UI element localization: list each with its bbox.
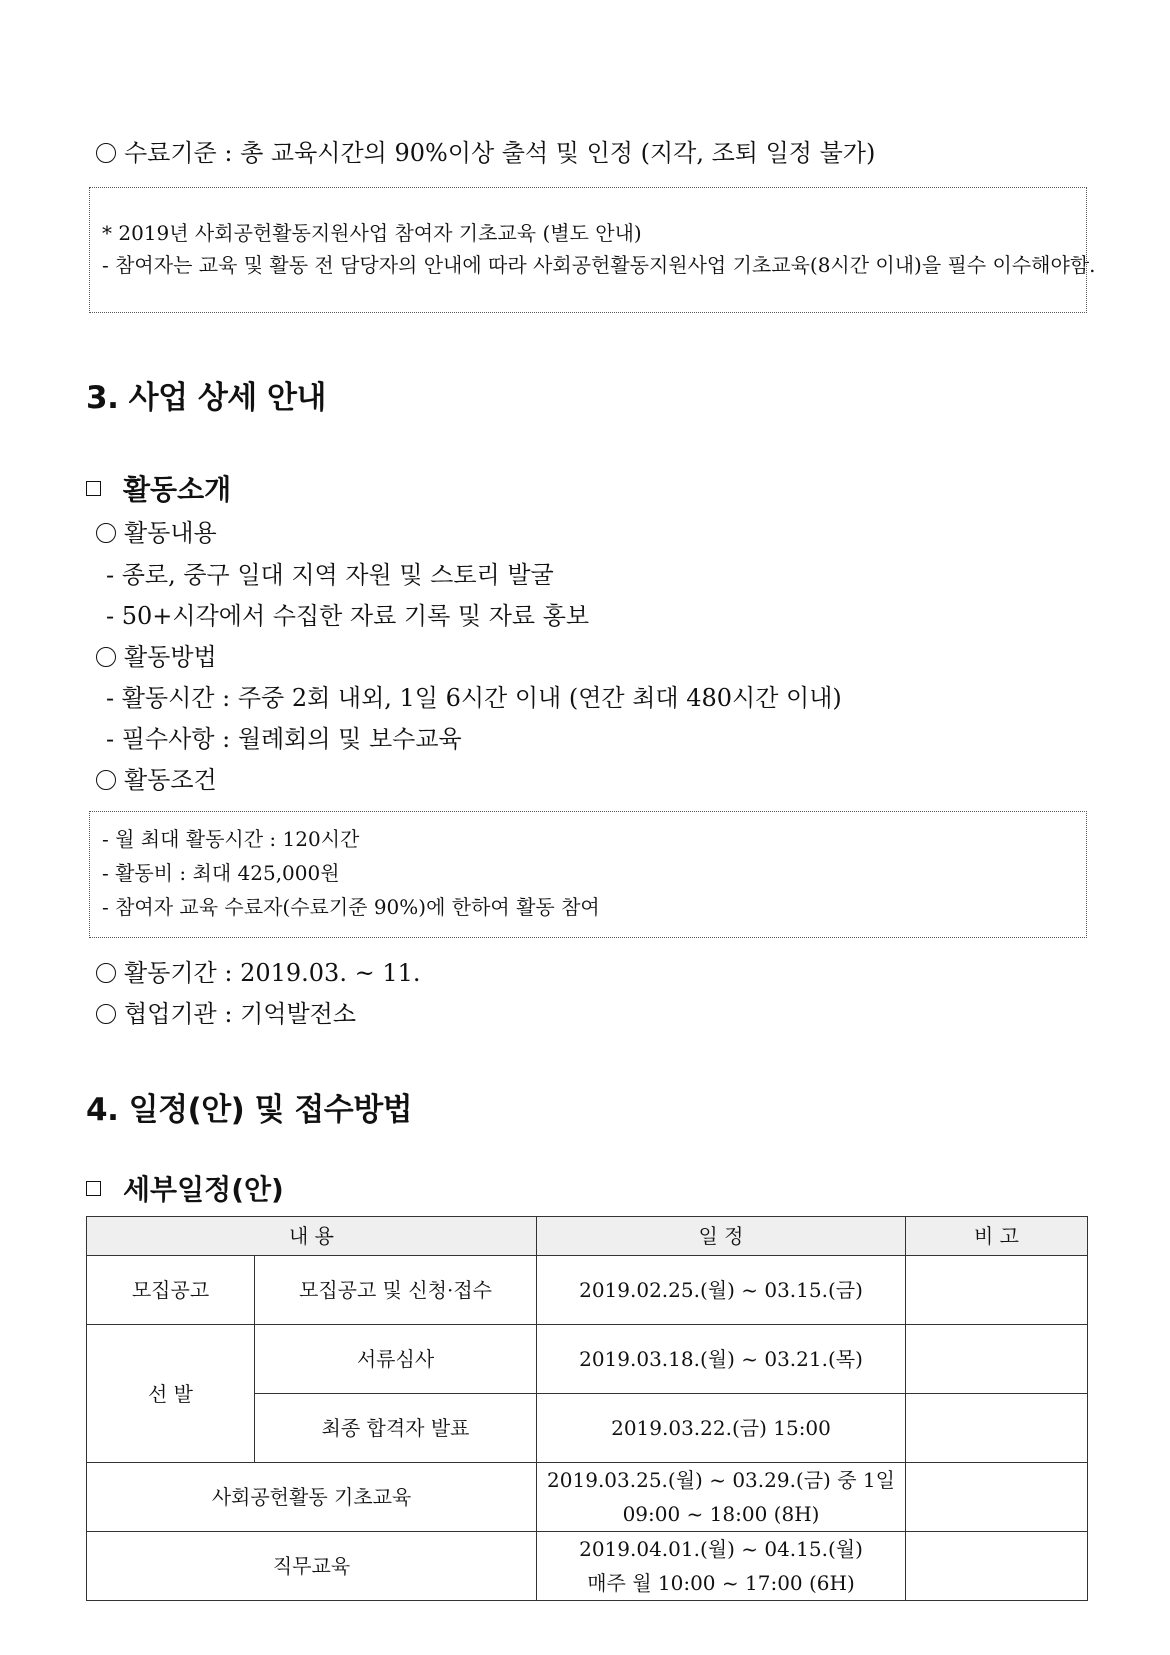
row-category: 모집공고 — [87, 1256, 255, 1325]
content-label: 활동내용 — [96, 518, 217, 548]
condition-line: - 월 최대 활동시간 : 120시간 — [102, 827, 360, 851]
row-item: 사회공헌활동 기초교육 — [87, 1463, 537, 1532]
activity-period: 활동기간 : 2019.03. ~ 11. — [96, 958, 421, 988]
square-bullet-icon — [86, 481, 101, 496]
row-date — [537, 1532, 906, 1601]
circle-bullet-icon — [96, 963, 116, 983]
circle-bullet-icon — [96, 1004, 116, 1024]
schedule-heading: 세부일정(안) — [86, 1168, 284, 1208]
table-row — [87, 1256, 1088, 1325]
row-date-line: 매주 월 10:00 ~ 17:00 (6H) — [587, 1571, 855, 1595]
table-row — [87, 1325, 1088, 1394]
circle-bullet-icon — [96, 523, 116, 543]
row-date: 2019.02.25.(월) ~ 03.15.(금) — [537, 1256, 906, 1325]
row-date: 2019.03.22.(금) 15:00 — [537, 1394, 906, 1463]
notice-line: * 2019년 사회공헌활동지원사업 참여자 기초교육 (별도 안내) — [102, 221, 642, 245]
table-header-row — [87, 1217, 1088, 1256]
activity-intro-heading: 활동소개 — [86, 468, 231, 508]
header-schedule: 일 정 — [537, 1217, 906, 1256]
header-content: 내 용 — [87, 1217, 537, 1256]
row-item: 모집공고 및 신청·접수 — [255, 1256, 537, 1325]
row-item: 서류심사 — [255, 1325, 537, 1394]
row-date: 2019.03.18.(월) ~ 03.21.(목) — [537, 1325, 906, 1394]
method-item: - 필수사항 : 월례회의 및 보수교육 — [106, 725, 462, 753]
partner-org: 협업기관 : 기억발전소 — [96, 999, 356, 1029]
notice-box — [89, 187, 1096, 313]
section-4-title: 4. 일정(안) 및 접수방법 — [86, 1092, 413, 1128]
row-date-line: 2019.03.25.(월) ~ 03.29.(금) 중 1일 — [547, 1468, 895, 1492]
row-date-line: 2019.04.01.(월) ~ 04.15.(월) — [579, 1537, 863, 1561]
row-category: 선 발 — [87, 1325, 255, 1463]
row-item: 직무교육 — [87, 1532, 537, 1601]
row-note — [906, 1394, 1088, 1463]
content-item: - 50+시각에서 수집한 자료 기록 및 자료 홍보 — [106, 602, 590, 630]
row-note — [906, 1256, 1088, 1325]
circle-bullet-icon — [96, 143, 116, 163]
row-date-line: 09:00 ~ 18:00 (8H) — [622, 1502, 820, 1526]
condition-box — [89, 811, 1087, 938]
completion-criterion: 수료기준 : 총 교육시간의 90%이상 출석 및 인정 (지각, 조퇴 일정 불가) — [96, 138, 875, 168]
section-3-title: 3. 사업 상세 안내 — [86, 380, 326, 416]
row-note — [906, 1325, 1088, 1394]
square-bullet-icon — [86, 1181, 101, 1196]
condition-line: - 활동비 : 최대 425,000원 — [102, 861, 340, 885]
table-row — [87, 1463, 1088, 1532]
row-item: 최종 합격자 발표 — [255, 1394, 537, 1463]
row-note — [906, 1532, 1088, 1601]
circle-bullet-icon — [96, 647, 116, 667]
condition-label: 활동조건 — [96, 765, 217, 795]
header-note: 비 고 — [906, 1217, 1088, 1256]
condition-line: - 참여자 교육 수료자(수료기준 90%)에 한하여 활동 참여 — [102, 895, 600, 919]
table-row — [87, 1532, 1088, 1601]
row-date — [537, 1463, 906, 1532]
content-item: - 종로, 중구 일대 지역 자원 및 스토리 발굴 — [106, 561, 554, 589]
notice-line: - 참여자는 교육 및 활동 전 담당자의 안내에 따라 사회공헌활동지원사업 기초교육(8시간 이내)을 필수 이수해야함. — [102, 253, 1096, 277]
method-label: 활동방법 — [96, 642, 217, 672]
method-item: - 활동시간 : 주중 2회 내외, 1일 6시간 이내 (연간 최대 480시간 이내) — [106, 684, 842, 712]
schedule-table — [86, 1216, 1088, 1601]
circle-bullet-icon — [96, 770, 116, 790]
row-note — [906, 1463, 1088, 1532]
